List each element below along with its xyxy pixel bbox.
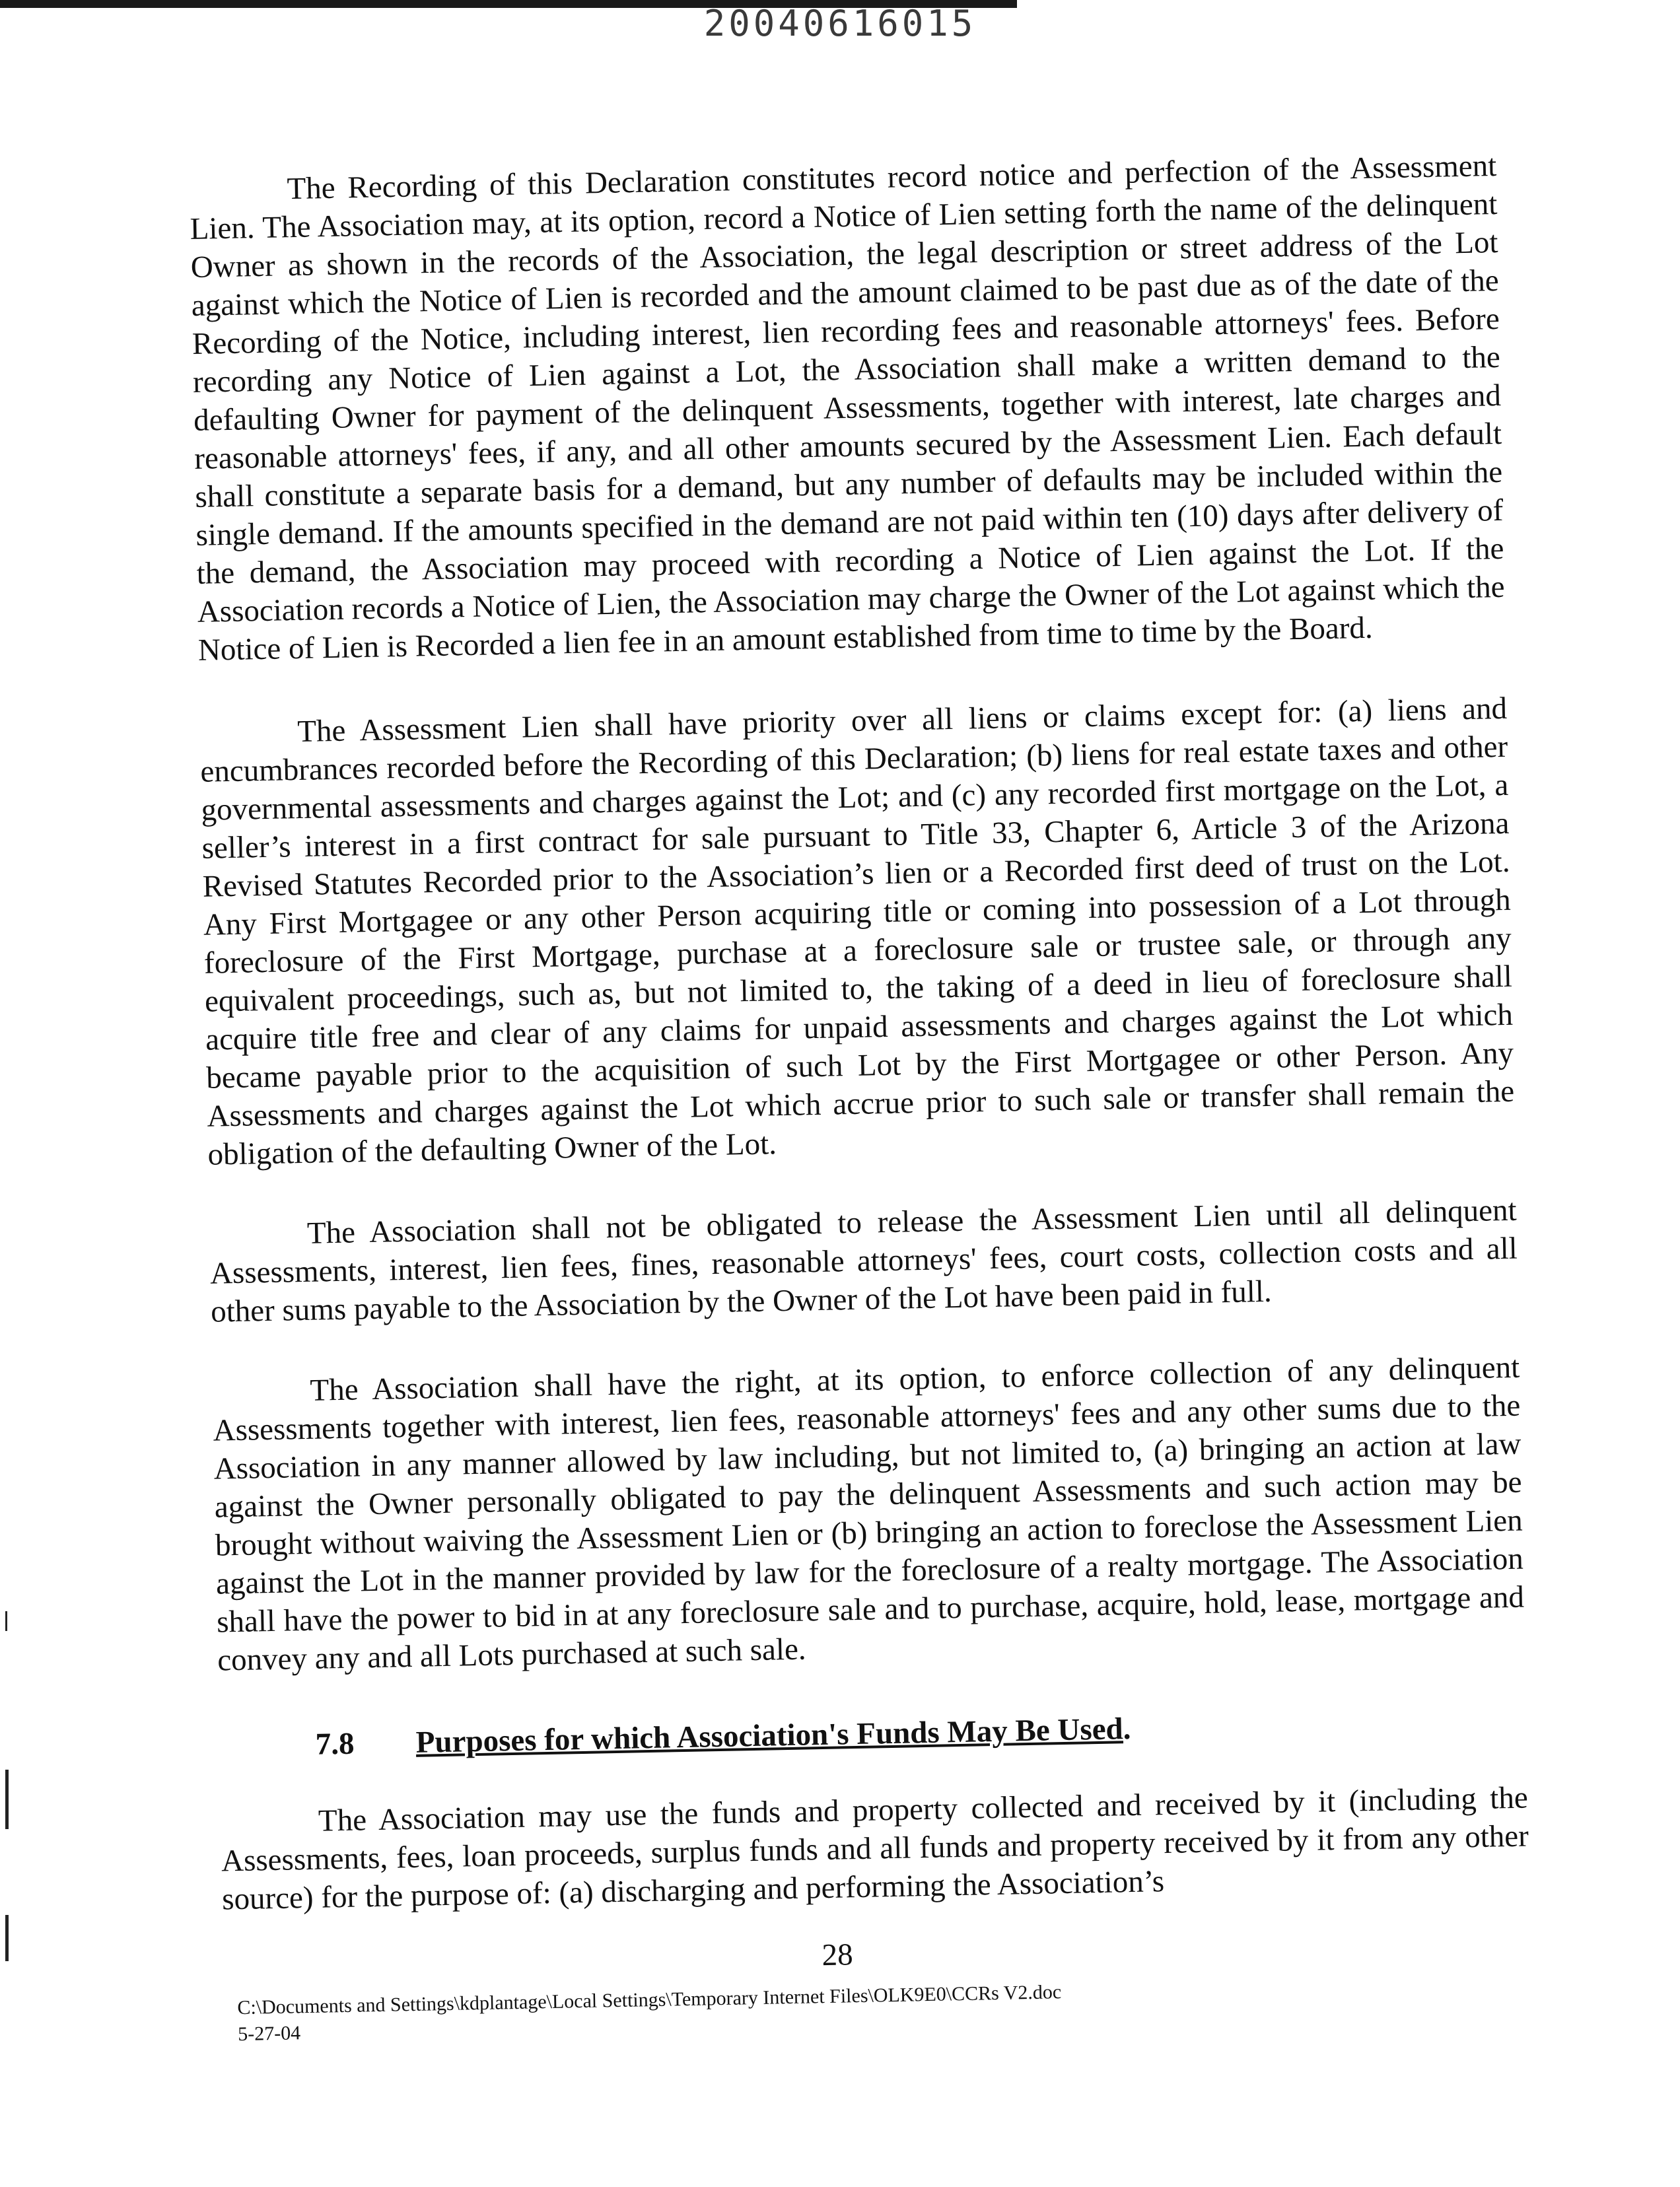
scan-edge-mark xyxy=(5,1611,7,1631)
scan-edge-mark xyxy=(5,1770,9,1829)
scan-edge-mark xyxy=(5,1915,9,1961)
recording-document-number: 20040616015 xyxy=(703,3,977,44)
body-paragraph: The Assessment Lien shall have priority over all liens or claims except for: (a) liens and encumbrances recorded before the Recording of this Declaration; (b) liens for real estate taxes and other governmental assessments and charges against the Lot; and (c) any recorded first mortgage on the Lot, a seller’s interest in a first contract for sale pursuant to Title 33, Chapter 6, Article 3 of the Arizona Revised Statutes Recorded prior to the Association’s lien or a Recorded first deed of trust on the Lot. Any First Mortgagee or any other Person acquiring title or coming into possession of a Lot through foreclosure of the First Mortgage, purchase at a foreclosure sale or trustee sale, or through any equivalent proceedings, such as, but not limited to, the taking of a deed in lieu of foreclosure shall acquire title free and clear of any claims for unpaid assessments and charges against the Lot which became payable prior to the acquisition of such Lot by the First Mortgagee or other Person. Any Assessments and charges against the Lot which accrue prior to such sale or transfer shall remain the obligation of the defaulting Owner of the Lot. xyxy=(199,691,1515,1172)
body-paragraph: The Recording of this Declaration constitutes record notice and perfection of the Assessment Lien. The Association may, at its option, record a Notice of Lien setting forth the name of the delinquent Owner as shown in the records of the Association, the legal description or street address of the Lot against which the Notice of Lien is recorded and the amount claimed to be past due as of the date of the Recording of the Notice, including interest, lien recording fees and reasonable attorneys' fees. Before recording any Notice of Lien against a Lot, the Association shall make a written demand to the defaulting Owner for payment of the delinquent Assessments, together with interest, late charges and reasonable attorneys' fees, if any, and all other amounts secured by the Assessment Lien. Each default shall constitute a separate basis for a demand, but any number of defaults may be included within the single demand. If the amounts specified in the demand are not paid within ten (10) days after delivery of the demand, the Association may proceed with recording a Notice of Lien against the Lot. If the Association records a Notice of Lien, the Association may charge the Owner of the Lot against which the Notice of Lien is Recorded a lien fee in an amount established from time to time by the Board. xyxy=(190,148,1505,668)
section-number: 7.8 xyxy=(315,1726,355,1762)
section-title: Purposes for which Association's Funds May Be Used xyxy=(415,1712,1124,1760)
section-heading xyxy=(315,1702,1527,1764)
body-paragraph: The Association shall have the right, at its option, to enforce collection of any delinquent Assessments together with interest, lien fees, reasonable attorneys' fees and any other sums due to the Association in any manner allowed by law including, but not limited to, (a) bringing an action at law against the Owner personally obligated to pay the delinquent Assessments and such action may be brought without waiving the Assessment Lien or (b) bringing an action to foreclose the Assessment Lien against the Lot in the manner provided by law for the foreclosure of a realty mortgage. The Association shall have the power to bid in at any foreclosure sale and to purchase, acquire, hold, lease, mortgage and convey any and all Lots purchased at such sale. xyxy=(213,1350,1525,1678)
footer-file-path: C:\Documents and Settings\kdplantage\Local Settings\Temporary Internet Files\OLK9E0\CCRs V2.doc xyxy=(237,1981,1062,2019)
page-number: 28 xyxy=(822,1937,854,1973)
document-page xyxy=(189,147,1532,2048)
body-paragraph: The Association may use the funds and property collected and received by it (including the Assessments, fees, loan proceeds, surplus funds and all funds and property received by it from any other source) for the purpose of: (a) discharging and performing the Association’s xyxy=(221,1780,1529,1917)
section-title-period: . xyxy=(1123,1712,1131,1747)
footer-date: 5-27-04 xyxy=(237,2022,301,2046)
body-paragraph: The Association shall not be obligated to release the Assessment Lien until all delinquent Assessments, interest, lien fees, fines, reasonable attorneys' fees, court costs, collection costs and all other sums payable to the Association by the Owner of the Lot have been paid in full. xyxy=(209,1193,1518,1329)
